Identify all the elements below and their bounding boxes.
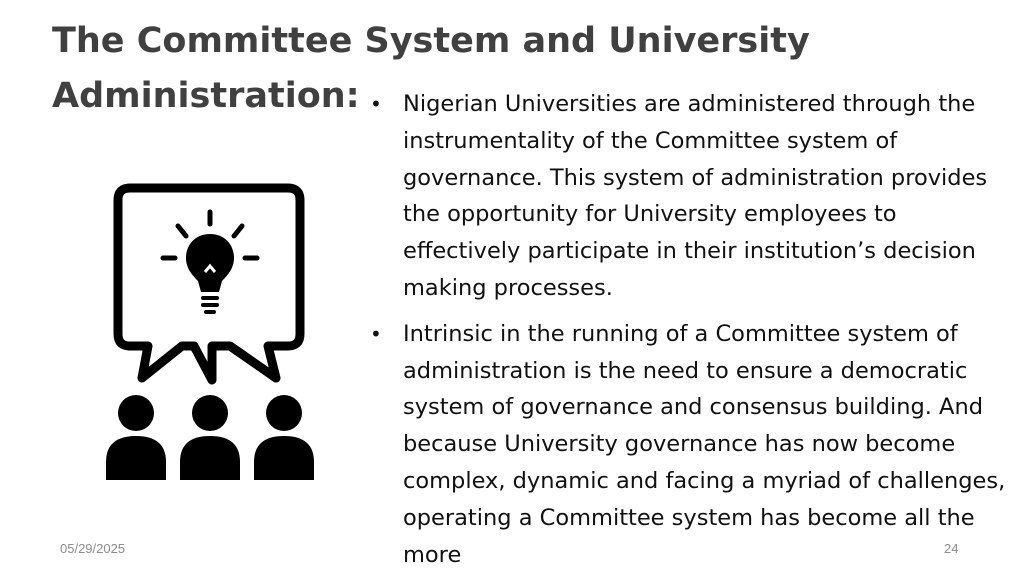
meeting-idea-icon — [100, 180, 320, 485]
bullet-item — [366, 86, 1006, 307]
bullet-marker: • — [370, 92, 382, 116]
footer-date: 05/29/2025 — [60, 541, 126, 556]
slide-title: The Committee System and University Administration: — [52, 21, 810, 116]
bullet-list — [366, 86, 1006, 582]
bullet-text: Nigerian Universities are administered through the instrumentality of the Committee system of governance. This system of administration provides the opportunity for University employees to effectively participate in their institution’s decision making processes. — [403, 91, 988, 301]
bullet-item — [366, 316, 1006, 574]
slide-number: 24 — [944, 541, 959, 556]
bullet-text: Intrinsic in the running of a Committee system of administration is the need to ensure a democratic system of governance and consensus building. And because University governance has now become complex, dynamic and facing a myriad of challenges, operating a Committee system has become all the more — [403, 320, 1006, 568]
bullet-marker: • — [370, 321, 382, 346]
